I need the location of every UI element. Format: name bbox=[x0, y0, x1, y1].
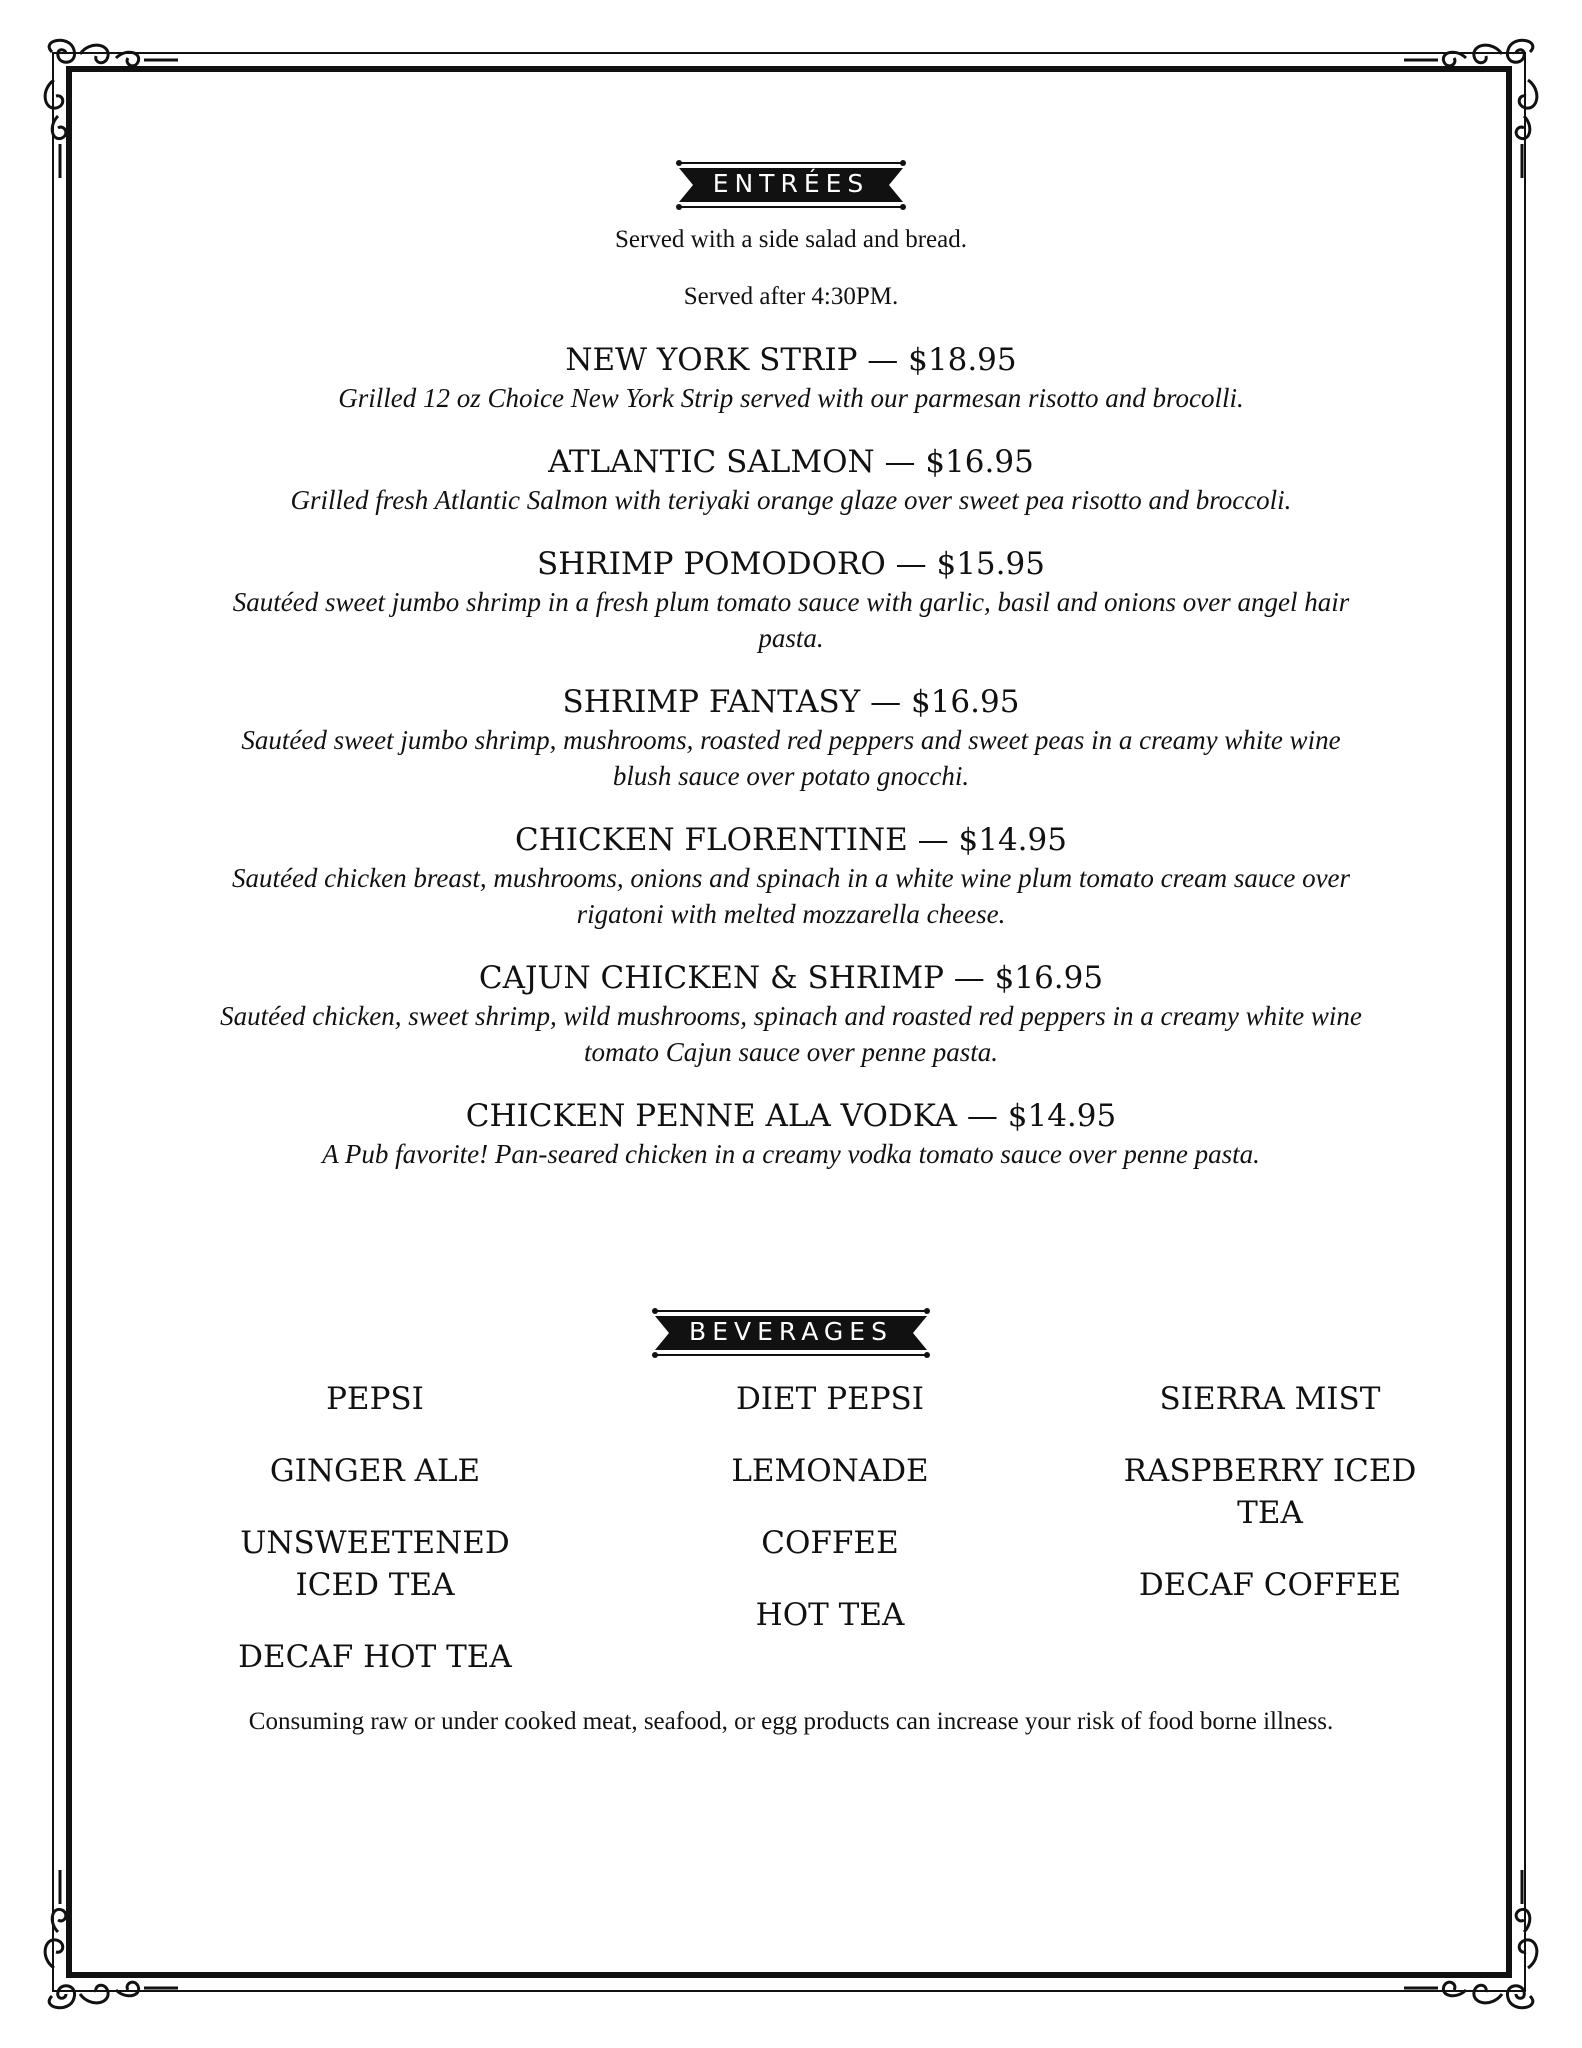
beverage-item: COFFEE bbox=[761, 1525, 899, 1561]
beverage-item: LEMONADE bbox=[731, 1453, 929, 1489]
entree-title: SHRIMP FANTASY — $16.95 bbox=[562, 684, 1020, 720]
beverage-column bbox=[1060, 1378, 1480, 1708]
beverages-heading: BEVERAGES bbox=[689, 1317, 893, 1346]
entree-title: SHRIMP POMODORO — $15.95 bbox=[537, 546, 1045, 582]
beverages-grid bbox=[200, 1378, 1460, 1708]
beverage-item: HOT TEA bbox=[755, 1597, 905, 1633]
beverage-item: UNSWEETENED ICED TEA bbox=[240, 1525, 510, 1603]
beverage-item: SIERRA MIST bbox=[1159, 1381, 1381, 1417]
entree-description: A Pub favorite! Pan-seared chicken in a creamy vodka tomato sauce over penne pasta. bbox=[322, 1139, 1260, 1169]
entree-description: Grilled 12 oz Choice New York Strip served with our parmesan risotto and brocolli. bbox=[338, 383, 1244, 413]
entree-title: CHICKEN PENNE ALA VODKA — $14.95 bbox=[465, 1098, 1117, 1134]
entrees-list bbox=[220, 340, 1362, 1198]
entrees-banner bbox=[675, 160, 907, 210]
entree-item bbox=[220, 340, 1362, 416]
entree-description: Grilled fresh Atlantic Salmon with teriyaki orange glaze over sweet pea risotto and broccoli. bbox=[290, 485, 1292, 515]
beverage-column bbox=[165, 1378, 585, 1708]
entree-item bbox=[220, 544, 1362, 656]
entree-title: NEW YORK STRIP — $18.95 bbox=[565, 342, 1017, 378]
entree-item bbox=[220, 1096, 1362, 1172]
corner-flourish-icon bbox=[30, 30, 180, 180]
entree-description: Sautéed chicken, sweet shrimp, wild mushrooms, spinach and roasted red peppers in a creamy white wine tomato Cajun sauce over penne pasta. bbox=[220, 1001, 1362, 1067]
food-safety-disclaimer: Consuming raw or under cooked meat, seafood, or egg products can increase your risk of food borne illness. bbox=[248, 1708, 1334, 1735]
entree-item bbox=[220, 682, 1362, 794]
entree-item bbox=[220, 820, 1362, 932]
corner-flourish-icon bbox=[1402, 30, 1552, 180]
entree-title: CAJUN CHICKEN & SHRIMP — $16.95 bbox=[478, 960, 1104, 996]
entree-description: Sautéed sweet jumbo shrimp in a fresh plum tomato sauce with garlic, basil and onions over angel hair pasta. bbox=[232, 587, 1350, 653]
entree-title: CHICKEN FLORENTINE — $14.95 bbox=[515, 822, 1067, 858]
entrees-note: Served after 4:30PM. bbox=[683, 283, 899, 310]
beverage-item: GINGER ALE bbox=[269, 1453, 481, 1489]
entree-title: ATLANTIC SALMON — $16.95 bbox=[548, 444, 1034, 480]
corner-flourish-icon bbox=[1402, 1868, 1552, 2018]
corner-flourish-icon bbox=[30, 1868, 180, 2018]
entrees-heading: ENTRÉES bbox=[712, 169, 870, 198]
beverage-item: DIET PEPSI bbox=[735, 1381, 925, 1417]
entree-description: Sautéed chicken breast, mushrooms, onions and spinach in a white wine plum tomato cream sauce over rigatoni with melted mozzarella cheese. bbox=[231, 863, 1351, 929]
beverage-item: DECAF COFFEE bbox=[1138, 1567, 1402, 1603]
entree-description: Sautéed sweet jumbo shrimp, mushrooms, roasted red peppers and sweet peas in a creamy white wine blush sauce over potato gnocchi. bbox=[241, 725, 1341, 791]
entree-item bbox=[220, 442, 1362, 518]
beverages-banner bbox=[651, 1308, 931, 1358]
beverage-item: RASPBERRY ICED TEA bbox=[1123, 1453, 1417, 1531]
entrees-note: Served with a side salad and bread. bbox=[615, 226, 967, 253]
beverage-column bbox=[620, 1378, 1040, 1708]
entree-item bbox=[220, 958, 1362, 1070]
beverage-item: PEPSI bbox=[326, 1381, 424, 1417]
beverage-item: DECAF HOT TEA bbox=[238, 1639, 512, 1675]
